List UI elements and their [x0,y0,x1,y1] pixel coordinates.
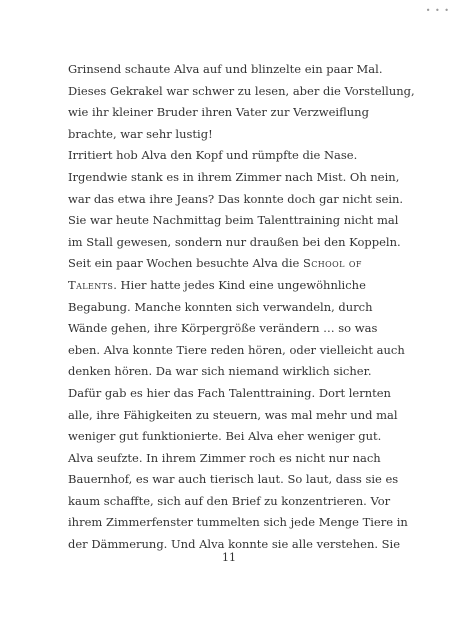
corner-dots: • • • [425,6,450,15]
talents-suffix: . Hier hatte jedes Kind eine ungewöhnliche [113,277,366,292]
text-line: brachte, war sehr lustig! [68,126,213,141]
text-line: Grinsend schaute Alva auf und blinzelte ein paar Mal. [68,62,383,76]
text-line: Bauernhof, es war auch tierisch laut. So laut, dass sie es [68,472,399,487]
text-line: war das etwa ihre Jeans? Das konnte doch gar nicht sein. [68,191,404,206]
text-line: eben. Alva konnte Tiere reden hören, oder vielleicht auch [68,342,405,357]
text-line-talents [68,275,403,297]
text-line: Irgendwie stank es in ihrem Zimmer nach Mist. Oh nein, [68,169,400,184]
page-number: 11 [222,551,236,564]
text-line: im Stall gewesen, sondern nur draußen bei den Koppeln. [68,234,401,249]
school-prefix: Seit ein paar Wochen besuchte Alva die [68,256,303,271]
text-line: Begabung. Manche konnten sich verwandeln, durch [68,299,373,314]
text-line: Sie war heute Nachmittag beim Talenttraining nicht mal [68,213,399,228]
text-line: alle, ihre Fähigkeiten zu steuern, was mal mehr und mal [68,407,398,422]
text-line: denken hören. Da war sich niemand wirklich sicher. [68,364,372,379]
text-line-school [68,253,403,275]
text-line: Dafür gab es hier das Fach Talenttraining. Dort lernten [68,385,391,400]
text-line: der Dämmerung. Und Alva konnte sie alle verstehen. Sie [68,537,401,552]
text-line: Alva seufzte. In ihrem Zimmer roch es nicht nur nach [68,450,381,465]
body-text [68,59,415,556]
text-line: kaum schaffte, sich auf den Brief zu konzentrieren. Vor [68,493,391,508]
text-line: ihrem Zimmerfenster tummelten sich jede Menge Tiere in [68,515,408,530]
school-name-part2: Talents [68,277,114,292]
text-line: weniger gut funktionierte. Bei Alva eher weniger gut. [68,429,382,444]
text-line: Dieses Gekrakel war schwer zu lesen, aber die Vorstellung, [68,83,415,98]
text-line: Wände gehen, ihre Körpergröße verändern … so was [68,321,378,336]
school-name-part1: School of [303,256,362,271]
text-line: Irritiert hob Alva den Kopf und rümpfte die Nase. [68,148,358,163]
text-line: wie ihr kleiner Bruder ihren Vater zur Verzweiflung [68,105,369,120]
